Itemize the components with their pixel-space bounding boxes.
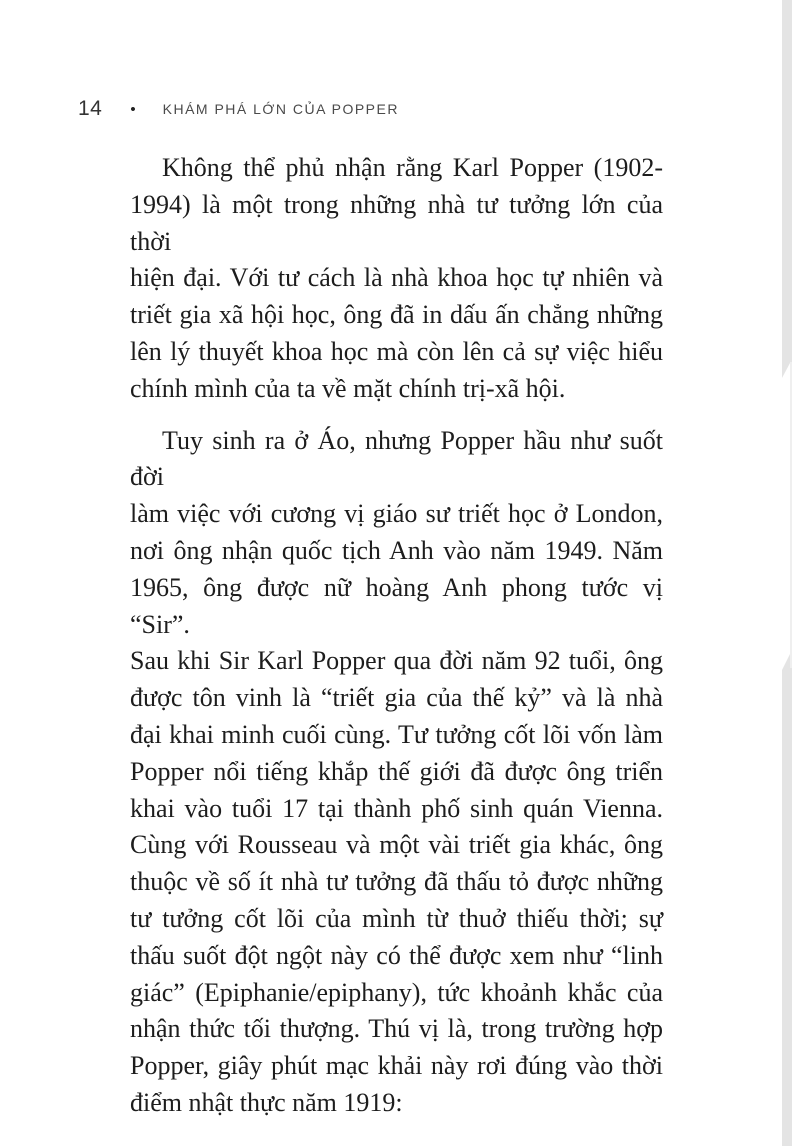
text-line: 1994) là một trong những nhà tư tưởng lớn của thời — [130, 189, 663, 256]
text-line: lên lý thuyết khoa học mà còn lên cả sự việc hiểu — [130, 336, 663, 366]
text-line: điểm nhật thực năm 1919: — [130, 1087, 403, 1117]
text-line: thuộc về số ít nhà tư tưởng đã thấu tỏ được những — [130, 867, 663, 897]
text-line: tư tưởng cốt lõi của mình từ thuở thiếu thời; sự — [130, 903, 663, 933]
paragraph — [130, 150, 663, 408]
page-edge-decoration — [782, 0, 792, 1146]
text-line: Tuy sinh ra ở Áo, nhưng Popper hầu như suốt đời — [130, 425, 663, 492]
text-line: hiện đại. Với tư cách là nhà khoa học tự nhiên và — [130, 263, 663, 293]
paragraph — [130, 423, 663, 1122]
bullet-separator-icon: • — [130, 100, 136, 118]
page-edge-notch — [782, 363, 790, 670]
running-title: KHÁM PHÁ LỚN CỦA POPPER — [162, 101, 399, 117]
text-line: Sau khi Sir Karl Popper qua đời năm 92 tuổi, ông — [130, 646, 663, 676]
page-number: 14 — [78, 97, 103, 120]
text-line: được tôn vinh là “triết gia của thế kỷ” và là nhà — [130, 683, 663, 713]
text-line: Cùng với Rousseau và một vài triết gia khác, ông — [130, 830, 663, 860]
text-line: 1965, ông được nữ hoàng Anh phong tước vị “Sir”. — [130, 572, 663, 639]
text-line: triết gia xã hội học, ông đã in dấu ấn chẳng những — [130, 300, 663, 330]
text-line: chính mình của ta về mặt chính trị-xã hội. — [130, 373, 566, 403]
body-text — [130, 150, 663, 1137]
text-line: Popper, giây phút mạc khải này rơi đúng vào thời — [130, 1051, 663, 1081]
text-line: Không thể phủ nhận rằng Karl Popper (1902- — [162, 153, 663, 182]
text-line: Popper nổi tiếng khắp thế giới đã được ông triển — [130, 756, 663, 786]
text-line: giác” (Epiphanie/epiphany), tức khoảnh khắc của — [130, 977, 663, 1007]
text-line: thấu suốt đột ngột này có thể được xem như “linh — [130, 940, 663, 970]
text-line: làm việc với cương vị giáo sư triết học ở London, — [130, 499, 663, 529]
text-line: khai vào tuổi 17 tại thành phố sinh quán Vienna. — [130, 793, 663, 823]
text-line: nhận thức tối thượng. Thú vị là, trong trường hợp — [130, 1014, 663, 1044]
text-line: nơi ông nhận quốc tịch Anh vào năm 1949. Năm — [130, 535, 663, 565]
text-line: đại khai minh cuối cùng. Tư tưởng cốt lõi vốn làm — [130, 719, 663, 749]
page-header — [78, 97, 399, 121]
